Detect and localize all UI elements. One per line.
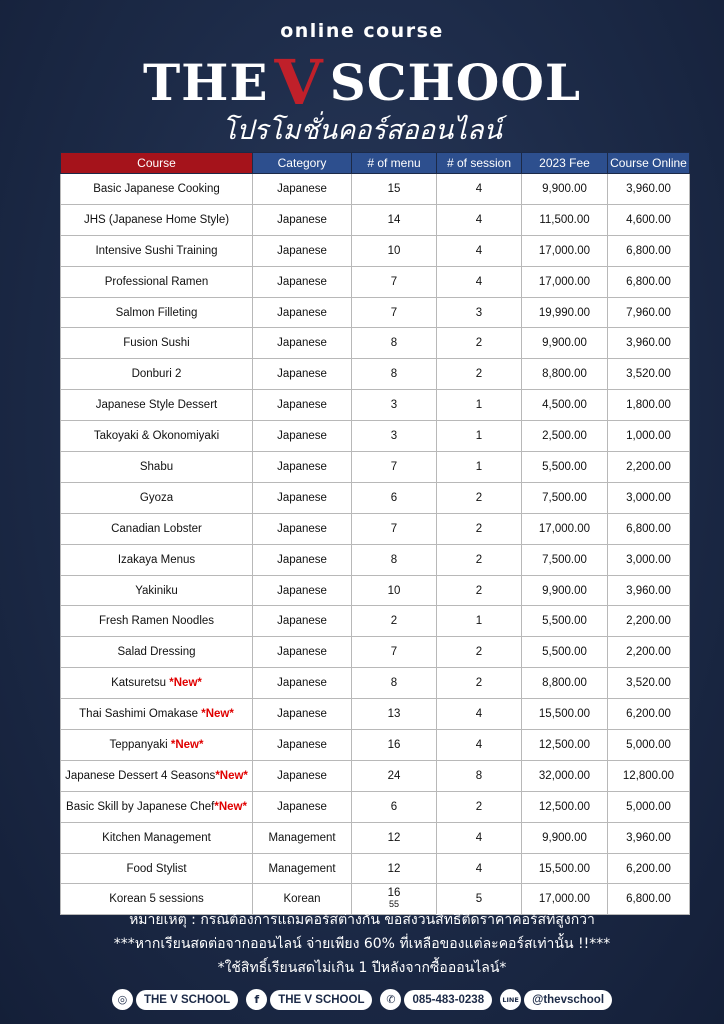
facebook-contact[interactable] — [246, 989, 372, 1010]
category-cell: Korean — [253, 884, 352, 915]
fee-2023-cell: 15,500.00 — [522, 853, 608, 884]
course-name: JHS (Japanese Home Style) — [83, 213, 230, 226]
table-row — [61, 699, 690, 730]
category-cell: Japanese — [253, 575, 352, 606]
course-name-cell — [61, 359, 253, 390]
course-name-cell — [61, 760, 253, 791]
session-count-cell: 4 — [437, 235, 522, 266]
course-name-cell — [61, 637, 253, 668]
menu-count-cell — [352, 482, 437, 513]
session-count-cell: 2 — [437, 482, 522, 513]
course-name: Kitchen Management — [102, 831, 211, 844]
category-cell: Japanese — [253, 760, 352, 791]
subtitle: online course — [280, 20, 444, 42]
table-row — [61, 668, 690, 699]
course-name: Salad Dressing — [117, 646, 196, 659]
menu-count-cell — [352, 204, 437, 235]
menu-count: 14 — [387, 213, 401, 226]
category-cell: Japanese — [253, 390, 352, 421]
menu-count: 3 — [390, 430, 398, 443]
brand-left: THE — [142, 53, 269, 112]
menu-count-cell — [352, 853, 437, 884]
brand-right: SCHOOL — [329, 53, 582, 112]
session-count-cell: 2 — [437, 328, 522, 359]
menu-count-cell — [352, 174, 437, 205]
table-row — [61, 204, 690, 235]
course-name: Professional Ramen — [104, 275, 209, 288]
brand-logo — [0, 46, 724, 119]
category-cell: Japanese — [253, 513, 352, 544]
instagram-contact[interactable] — [112, 989, 238, 1010]
menu-count: 8 — [390, 337, 398, 350]
online-price-cell: 2,200.00 — [608, 606, 690, 637]
fee-2023-cell: 12,500.00 — [522, 730, 608, 761]
table-row — [61, 452, 690, 483]
fee-2023-cell: 8,800.00 — [522, 359, 608, 390]
online-price-cell: 3,960.00 — [608, 822, 690, 853]
course-name-cell — [61, 204, 253, 235]
fee-2023-cell: 9,900.00 — [522, 174, 608, 205]
menu-count-cell — [352, 606, 437, 637]
table-row — [61, 606, 690, 637]
menu-count-cell — [352, 730, 437, 761]
course-name-cell — [61, 668, 253, 699]
table-row — [61, 791, 690, 822]
course-name-cell — [61, 482, 253, 513]
category-cell: Management — [253, 853, 352, 884]
session-count-cell: 4 — [437, 730, 522, 761]
menu-count-cell — [352, 760, 437, 791]
category-cell: Japanese — [253, 699, 352, 730]
instagram-icon: ◎ — [112, 989, 133, 1010]
online-price-cell: 6,800.00 — [608, 266, 690, 297]
line-handle[interactable]: @thevschool — [524, 990, 612, 1010]
contact-footer — [0, 989, 724, 1010]
category-cell: Japanese — [253, 204, 352, 235]
online-price-cell: 4,600.00 — [608, 204, 690, 235]
course-name: Fresh Ramen Noodles — [98, 615, 215, 628]
menu-count-cell — [352, 575, 437, 606]
menu-count: 12 — [387, 831, 401, 844]
course-name-cell — [61, 822, 253, 853]
session-count-cell: 3 — [437, 297, 522, 328]
col-header-session: # of session — [437, 153, 522, 174]
note-line: ***หากเรียนสดต่อจากออนไลน์ จ่ายเพียง 60% ที่เหลือของแต่ละคอร์สเท่านั้น !!*** — [113, 936, 611, 952]
course-name: Japanese Dessert 4 Seasons — [65, 769, 216, 782]
new-badge: *New* — [214, 800, 247, 813]
fee-2023-cell: 9,900.00 — [522, 822, 608, 853]
note-line: หมายเหตุ : กรณีต้องการแถมคอร์สต่างกัน ขอสงวนสิทธิ์ติดราคาคอร์สที่สูงกว่า — [129, 912, 595, 928]
table-header-row — [61, 153, 690, 174]
table-row — [61, 637, 690, 668]
online-price-cell: 2,200.00 — [608, 637, 690, 668]
table-row — [61, 575, 690, 606]
price-table — [60, 152, 690, 915]
thai-title: โปรโมชั่นคอร์สออนไลน์ — [222, 115, 502, 146]
menu-count: 2 — [390, 615, 398, 628]
menu-count: 6 — [390, 491, 398, 504]
online-price-cell: 3,000.00 — [608, 544, 690, 575]
new-badge: *New* — [201, 708, 234, 721]
online-price-cell: 3,000.00 — [608, 482, 690, 513]
course-name: Katsuretsu — [111, 677, 170, 690]
online-price-cell: 6,800.00 — [608, 235, 690, 266]
menu-count: 10 — [387, 244, 401, 257]
course-name-cell — [61, 575, 253, 606]
facebook-handle[interactable]: THE V SCHOOL — [270, 990, 372, 1010]
session-count-cell: 1 — [437, 390, 522, 421]
fee-2023-cell: 17,000.00 — [522, 513, 608, 544]
online-price-cell: 6,800.00 — [608, 513, 690, 544]
table-row — [61, 482, 690, 513]
online-price-cell: 5,000.00 — [608, 791, 690, 822]
course-name: Takoyaki & Okonomiyaki — [93, 430, 220, 443]
session-count-cell: 4 — [437, 853, 522, 884]
menu-count-cell — [352, 791, 437, 822]
fee-2023-cell: 2,500.00 — [522, 421, 608, 452]
menu-count: 3 — [390, 399, 398, 412]
table-row — [61, 760, 690, 791]
menu-count: 10 — [387, 584, 401, 597]
menu-count-cell — [352, 328, 437, 359]
menu-count-clipped: 55 — [388, 899, 399, 910]
online-price-cell: 2,200.00 — [608, 452, 690, 483]
course-name-cell — [61, 513, 253, 544]
session-count-cell: 2 — [437, 668, 522, 699]
menu-count: 7 — [390, 306, 398, 319]
menu-count: 13 — [387, 708, 401, 721]
fee-2023-cell: 5,500.00 — [522, 637, 608, 668]
course-name-cell — [61, 266, 253, 297]
menu-count-cell — [352, 637, 437, 668]
session-count-cell: 8 — [437, 760, 522, 791]
table-row — [61, 853, 690, 884]
course-name: Japanese Style Dessert — [95, 399, 218, 412]
session-count-cell: 2 — [437, 637, 522, 668]
menu-count-cell — [352, 266, 437, 297]
category-cell: Japanese — [253, 730, 352, 761]
table-row — [61, 390, 690, 421]
menu-count: 6 — [390, 800, 398, 813]
fee-2023-cell: 32,000.00 — [522, 760, 608, 791]
category-cell: Japanese — [253, 544, 352, 575]
category-cell: Japanese — [253, 297, 352, 328]
online-price-cell: 1,000.00 — [608, 421, 690, 452]
table-row — [61, 297, 690, 328]
session-count-cell: 4 — [437, 822, 522, 853]
table-row — [61, 544, 690, 575]
note-line: *ใช้สิทธิ์เรียนสดไม่เกิน 1 ปีหลังจากซื้อออนไลน์* — [217, 960, 507, 976]
online-price-cell: 3,960.00 — [608, 174, 690, 205]
course-name: Shabu — [139, 460, 174, 473]
category-cell: Japanese — [253, 791, 352, 822]
brand-v-mark: V — [274, 46, 324, 119]
course-name: Izakaya Menus — [117, 553, 196, 566]
menu-count: 16 — [387, 738, 401, 751]
category-cell: Japanese — [253, 668, 352, 699]
menu-count-stack — [387, 887, 401, 910]
poster-header — [0, 0, 724, 150]
fee-2023-cell: 19,990.00 — [522, 297, 608, 328]
fee-2023-cell: 5,500.00 — [522, 606, 608, 637]
new-badge: *New* — [170, 738, 204, 751]
fee-2023-cell: 8,800.00 — [522, 668, 608, 699]
online-price-cell: 7,960.00 — [608, 297, 690, 328]
session-count-cell: 2 — [437, 575, 522, 606]
course-name: Basic Skill by Japanese Chef — [66, 800, 215, 813]
online-price-cell: 3,960.00 — [608, 328, 690, 359]
line-contact[interactable] — [500, 989, 612, 1010]
fee-2023-cell: 12,500.00 — [522, 791, 608, 822]
col-header-menu: # of menu — [352, 153, 437, 174]
menu-count-cell — [352, 544, 437, 575]
online-price-cell: 1,800.00 — [608, 390, 690, 421]
online-price-cell: 3,960.00 — [608, 575, 690, 606]
session-count-cell: 4 — [437, 174, 522, 205]
online-price-cell: 6,200.00 — [608, 853, 690, 884]
phone-contact[interactable] — [380, 989, 492, 1010]
course-name-cell — [61, 421, 253, 452]
menu-count-cell — [352, 452, 437, 483]
fee-2023-cell: 15,500.00 — [522, 699, 608, 730]
online-price-cell: 3,520.00 — [608, 668, 690, 699]
session-count-cell: 4 — [437, 204, 522, 235]
course-name-cell — [61, 390, 253, 421]
col-header-online: Course Online — [608, 153, 690, 174]
course-name-cell — [61, 235, 253, 266]
course-name-cell — [61, 853, 253, 884]
fee-2023-cell: 17,000.00 — [522, 266, 608, 297]
new-badge: *New* — [215, 769, 248, 782]
menu-count-cell — [352, 668, 437, 699]
table-row — [61, 421, 690, 452]
menu-count-cell — [352, 421, 437, 452]
course-name-cell — [61, 328, 253, 359]
online-price-cell: 3,520.00 — [608, 359, 690, 390]
session-count-cell: 4 — [437, 266, 522, 297]
table-row — [61, 730, 690, 761]
session-count-cell: 2 — [437, 513, 522, 544]
category-cell: Japanese — [253, 328, 352, 359]
category-cell: Japanese — [253, 359, 352, 390]
course-name: Basic Japanese Cooking — [93, 182, 220, 195]
course-name-cell — [61, 699, 253, 730]
menu-count-cell — [352, 699, 437, 730]
course-name-cell — [61, 791, 253, 822]
line-icon: LINE — [500, 989, 521, 1010]
menu-count: 16 — [387, 887, 401, 900]
table-row — [61, 359, 690, 390]
course-name: Thai Sashimi Omakase — [79, 708, 202, 721]
instagram-handle[interactable]: THE V SCHOOL — [136, 990, 238, 1010]
menu-count: 24 — [387, 769, 401, 782]
fee-2023-cell: 7,500.00 — [522, 544, 608, 575]
table-row — [61, 266, 690, 297]
category-cell: Management — [253, 822, 352, 853]
online-price-cell: 12,800.00 — [608, 760, 690, 791]
menu-count: 7 — [390, 460, 398, 473]
session-count-cell: 1 — [437, 452, 522, 483]
fee-2023-cell: 17,000.00 — [522, 235, 608, 266]
course-name-cell — [61, 606, 253, 637]
notes-section — [0, 908, 724, 980]
course-name: Korean 5 sessions — [109, 893, 204, 906]
fee-2023-cell: 9,900.00 — [522, 575, 608, 606]
phone-number[interactable]: 085-483-0238 — [404, 990, 492, 1010]
category-cell: Japanese — [253, 637, 352, 668]
session-count-cell: 2 — [437, 544, 522, 575]
session-count-cell: 1 — [437, 421, 522, 452]
session-count-cell: 5 — [437, 884, 522, 915]
fee-2023-cell: 17,000.00 — [522, 884, 608, 915]
fee-2023-cell: 5,500.00 — [522, 452, 608, 483]
menu-count-cell — [352, 297, 437, 328]
menu-count: 7 — [390, 275, 398, 288]
category-cell: Japanese — [253, 235, 352, 266]
table-row — [61, 513, 690, 544]
menu-count: 7 — [390, 522, 398, 535]
new-badge: *New* — [169, 677, 202, 690]
menu-count: 15 — [387, 182, 401, 195]
table-body — [61, 174, 690, 915]
online-price-cell: 6,800.00 — [608, 884, 690, 915]
course-name: Salmon Filleting — [115, 306, 198, 319]
course-name: Canadian Lobster — [111, 522, 202, 535]
course-name-cell — [61, 174, 253, 205]
course-name: Yakiniku — [135, 584, 178, 597]
session-count-cell: 4 — [437, 699, 522, 730]
course-name: Donburi 2 — [131, 368, 182, 381]
fee-2023-cell: 11,500.00 — [522, 204, 608, 235]
col-header-category: Category — [253, 153, 352, 174]
col-header-fee: 2023 Fee — [522, 153, 608, 174]
online-price-cell: 6,200.00 — [608, 699, 690, 730]
fee-2023-cell: 9,900.00 — [522, 328, 608, 359]
session-count-cell: 1 — [437, 606, 522, 637]
fee-2023-cell: 7,500.00 — [522, 482, 608, 513]
menu-count-cell — [352, 513, 437, 544]
table-row — [61, 328, 690, 359]
category-cell: Japanese — [253, 421, 352, 452]
menu-count-cell — [352, 822, 437, 853]
session-count-cell: 2 — [437, 791, 522, 822]
course-name-cell — [61, 452, 253, 483]
menu-count-cell — [352, 390, 437, 421]
course-name: Intensive Sushi Training — [95, 244, 218, 257]
course-name: Fusion Sushi — [123, 337, 190, 350]
online-price-cell: 5,000.00 — [608, 730, 690, 761]
category-cell: Japanese — [253, 452, 352, 483]
menu-count-cell — [352, 359, 437, 390]
menu-count-cell — [352, 235, 437, 266]
col-header-course: Course — [61, 153, 253, 174]
facebook-icon: f — [246, 989, 267, 1010]
session-count-cell: 2 — [437, 359, 522, 390]
category-cell: Japanese — [253, 606, 352, 637]
category-cell: Japanese — [253, 266, 352, 297]
course-name: Teppanyaki — [109, 738, 171, 751]
course-name-cell — [61, 544, 253, 575]
category-cell: Japanese — [253, 482, 352, 513]
fee-2023-cell: 4,500.00 — [522, 390, 608, 421]
table-row — [61, 822, 690, 853]
menu-count: 8 — [390, 368, 398, 381]
course-name: Food Stylist — [126, 862, 187, 875]
category-cell: Japanese — [253, 174, 352, 205]
phone-icon: ✆ — [380, 989, 401, 1010]
course-name-cell — [61, 730, 253, 761]
menu-count: 12 — [387, 862, 401, 875]
course-name: Gyoza — [139, 491, 174, 504]
menu-count: 7 — [390, 646, 398, 659]
table-row — [61, 174, 690, 205]
table-row — [61, 235, 690, 266]
menu-count: 8 — [390, 553, 398, 566]
menu-count: 8 — [390, 677, 398, 690]
course-name-cell — [61, 297, 253, 328]
